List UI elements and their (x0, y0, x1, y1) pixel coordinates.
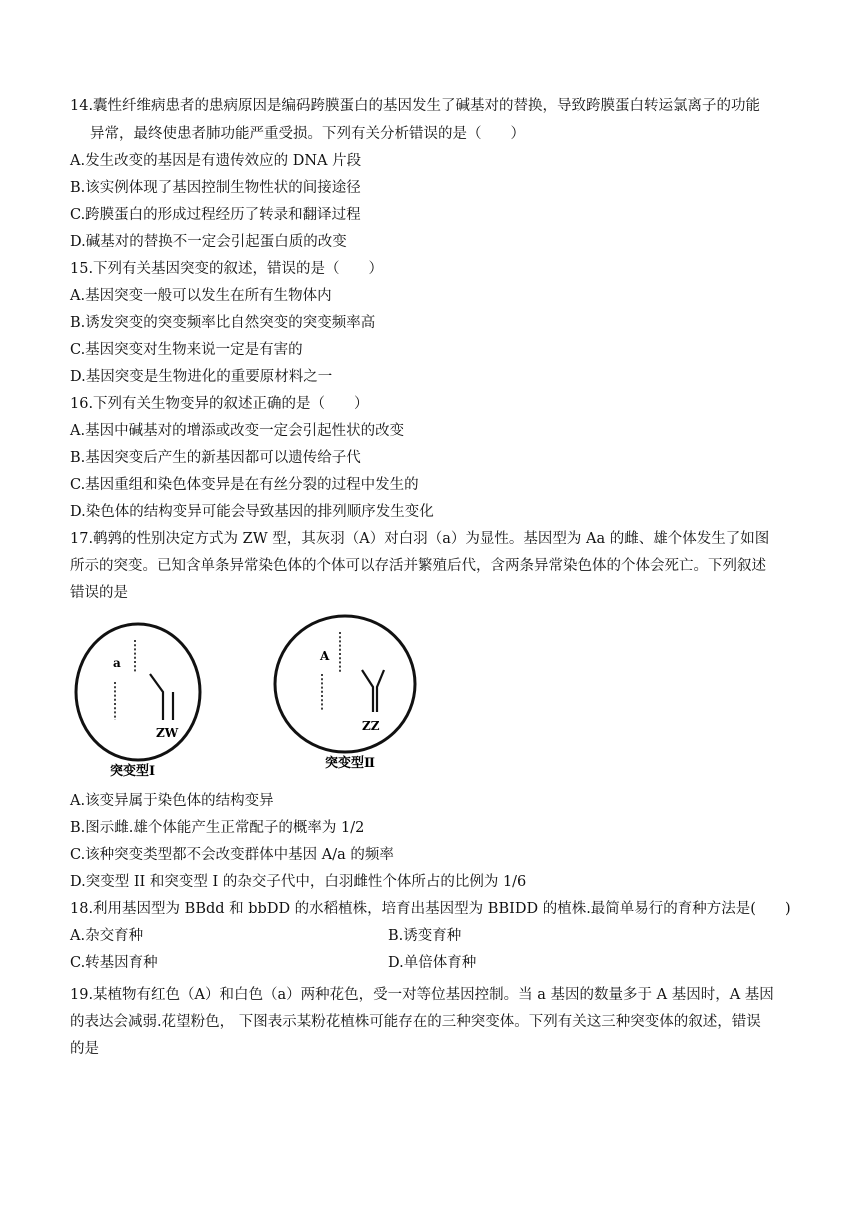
q15-option-c: C.基因突变对生物来说一定是有害的 (70, 342, 303, 358)
q14-option-a: A.发生改变的基因是有遗传效应的 DNA 片段 (70, 153, 362, 169)
z-chromosome-1 (150, 674, 163, 720)
q16-option-a: A.基因中碱基对的增添或改变一定会引起性状的改变 (70, 423, 405, 439)
cell2-gene-label: A (320, 649, 330, 663)
q15-option-a: A.基因突变一般可以发生在所有生物体内 (70, 288, 332, 304)
q17-stem-line-2: 所示的突变。已知含单条异常染色体的个体可以存活并繁殖后代，含两条异常染色体的个体会死亡。下列叙述 (70, 558, 766, 574)
q19-stem-line-1: 19.某植物有红色（A）和白色（a）两种花色，受一对等位基因控制。当 a 基因的数量多于 A 基因时，A 基因 (70, 987, 774, 1003)
q17-option-a: A.该变异属于染色体的结构变异 (70, 793, 274, 809)
cell1-sex-label: ZW (156, 726, 179, 740)
cell-membrane-1 (76, 624, 200, 760)
q18-option-a: A.杂交育种 (70, 928, 144, 944)
q16-option-b: B.基因突变后产生的新基因都可以遗传给子代 (70, 450, 361, 466)
q14-stem-line-1: 14.囊性纤维病患者的患病原因是编码跨膜蛋白的基因发生了碱基对的替换，导致跨膜蛋白转运氯离子的功能 (70, 98, 761, 114)
cell-membrane-2 (275, 616, 415, 752)
q17-option-b: B.图示雌.雄个体能产生正常配子的概率为 1/2 (70, 820, 365, 836)
q17-option-d: D.突变型 II 和突变型 I 的杂交子代中，白羽雌性个体所占的比例为 1/6 (70, 874, 527, 890)
mutant-type-2-cell (275, 616, 415, 752)
q19-stem-line-3: 的是 (70, 1041, 99, 1057)
q18-stem: 18.利用基因型为 BBdd 和 bbDD 的水稻植株，培育出基因型为 BBIDD 的植株.最简单易行的育种方法是( ) (70, 901, 791, 917)
q14-option-d: D.碱基对的替换不一定会引起蛋白质的改变 (70, 234, 347, 250)
cell2-sex-label: ZZ (362, 719, 380, 733)
mutant-cells-diagram (70, 612, 430, 782)
q18-option-b: B.诱变育种 (388, 928, 462, 944)
caption-mutant-type-2: 突变型Ⅱ (325, 756, 375, 771)
mutant-type-1-cell (76, 624, 200, 760)
q17-option-c: C.该种突变类型都不会改变群体中基因 A/a 的频率 (70, 847, 394, 863)
q16-option-d: D.染色体的结构变异可能会导致基因的排列顺序发生变化 (70, 504, 434, 520)
q17-stem-line-3: 错误的是 (70, 585, 128, 601)
q15-stem: 15.下列有关基因突变的叙述，错误的是（ ） (70, 261, 384, 277)
q17-stem-line-1: 17.鹌鹑的性别决定方式为 ZW 型，其灰羽（A）对白羽（a）为显性。基因型为 Aa 的雌、雄个体发生了如图 (70, 531, 770, 547)
q16-option-c: C.基因重组和染色体变异是在有丝分裂的过程中发生的 (70, 477, 419, 493)
q17-figure (70, 612, 430, 782)
q16-stem: 16.下列有关生物变异的叙述正确的是（ ） (70, 396, 369, 412)
q14-stem-line-2: 异常，最终使患者肺功能严重受损。下列有关分析错误的是（ ） (90, 126, 525, 142)
q14-option-b: B.该实例体现了基因控制生物性状的间接途径 (70, 180, 361, 196)
q14-option-c: C.跨膜蛋白的形成过程经历了转录和翻译过程 (70, 207, 361, 223)
z-chromosome-2a (362, 670, 373, 712)
q15-option-d: D.基因突变是生物进化的重要原材料之一 (70, 369, 333, 385)
caption-mutant-type-1: 突变型Ⅰ (110, 764, 156, 779)
q19-stem-line-2: 的表达会减弱.花望粉色， 下图表示某粉花植株可能存在的三种突变体。下列有关这三种突变体的叙述，错误 (70, 1014, 761, 1030)
cell1-gene-label: a (113, 656, 121, 670)
z-chromosome-2b (377, 670, 384, 712)
q18-option-c: C.转基因育种 (70, 955, 158, 971)
q18-option-d: D.单倍体育种 (388, 955, 477, 971)
q15-option-b: B.诱发突变的突变频率比自然突变的突变频率高 (70, 315, 376, 331)
